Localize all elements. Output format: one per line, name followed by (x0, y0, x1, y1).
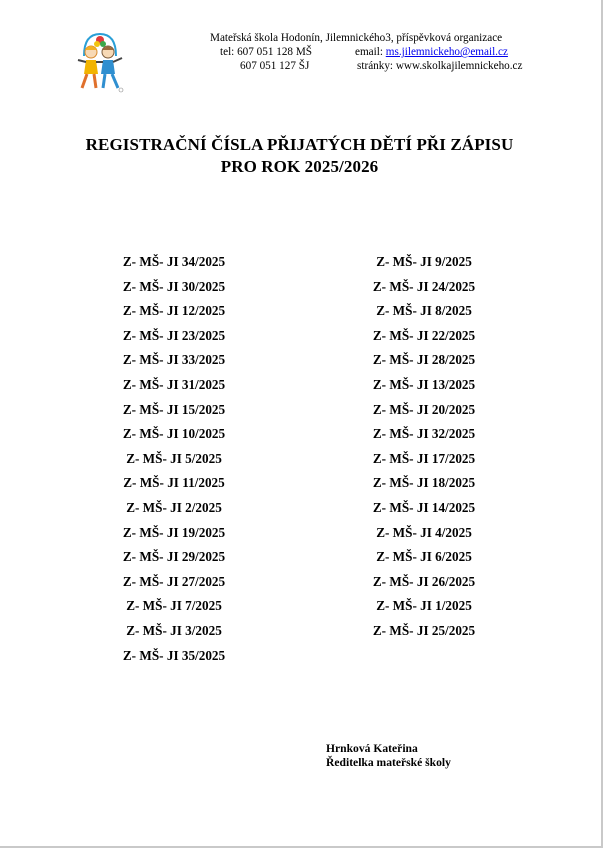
registration-codes-right-column (324, 253, 524, 647)
email-link[interactable]: ms.jilemnickeho@email.cz (385, 46, 508, 58)
registration-code: Z- MŠ- JI 11/2025 (123, 475, 225, 491)
phone-ms: tel: 607 051 128 MŠ (220, 46, 312, 58)
registration-code: Z- MŠ- JI 14/2025 (372, 499, 476, 515)
registration-code: Z- MŠ- JI 19/2025 (122, 524, 226, 540)
registration-code: Z- MŠ- JI 25/2025 (372, 622, 476, 638)
registration-code: Z- MŠ- JI 5/2025 (126, 450, 222, 466)
registration-code: Z- MŠ- JI 13/2025 (372, 376, 476, 392)
registration-code: Z- MŠ- JI 30/2025 (122, 278, 226, 294)
kindergarten-logo-children-icon (74, 30, 126, 96)
registration-code: Z- MŠ- JI 34/2025 (122, 254, 226, 269)
registration-code: Z- MŠ- JI 8/2025 (376, 303, 472, 319)
registration-code: Z- MŠ- JI 22/2025 (372, 327, 476, 343)
registration-code: Z- MŠ- JI 32/2025 (372, 426, 476, 442)
registration-code: Z- MŠ- JI 17/2025 (372, 450, 476, 466)
registration-code: Z- MŠ- JI 7/2025 (126, 598, 222, 614)
registration-code: Z- MŠ- JI 9/2025 (376, 254, 472, 269)
registration-code: Z- MŠ- JI 24/2025 (372, 278, 476, 294)
registration-code: Z- MŠ- JI 35/2025 (122, 647, 226, 663)
registration-code: Z- MŠ- JI 3/2025 (126, 622, 222, 638)
organization-name: Mateřská škola Hodonín, Jilemnického3, příspěvková organizace (210, 32, 503, 44)
document-title: REGISTRAČNÍ ČÍSLA PŘIJATÝCH DĚTÍ PŘI ZÁPISU (85, 135, 514, 154)
website-line: stránky: www.skolkajilemnickeho.cz (357, 60, 523, 72)
registration-code: Z- MŠ- JI 6/2025 (376, 549, 472, 565)
phone-sj: 607 051 127 ŠJ (240, 60, 310, 72)
email-line (355, 45, 508, 59)
registration-codes-left-column (74, 253, 274, 671)
registration-code: Z- MŠ- JI 1/2025 (376, 598, 472, 614)
signature-name: Hrnková Kateřina (326, 742, 418, 755)
registration-code: Z- MŠ- JI 26/2025 (372, 573, 476, 589)
signature-role: Ředitelka mateřské školy (326, 756, 451, 769)
registration-code: Z- MŠ- JI 18/2025 (372, 475, 476, 491)
registration-code: Z- MŠ- JI 4/2025 (376, 524, 472, 540)
registration-code: Z- MŠ- JI 10/2025 (122, 426, 226, 442)
registration-code: Z- MŠ- JI 15/2025 (122, 401, 226, 417)
registration-code: Z- MŠ- JI 29/2025 (122, 549, 226, 565)
registration-code: Z- MŠ- JI 27/2025 (122, 573, 226, 589)
registration-code: Z- MŠ- JI 20/2025 (372, 401, 476, 417)
registration-code: Z- MŠ- JI 2/2025 (126, 499, 222, 515)
registration-code: Z- MŠ- JI 31/2025 (122, 376, 226, 392)
registration-code: Z- MŠ- JI 23/2025 (122, 327, 226, 343)
registration-code: Z- MŠ- JI 28/2025 (372, 352, 476, 368)
registration-code: Z- MŠ- JI 33/2025 (122, 352, 226, 368)
registration-code: Z- MŠ- JI 12/2025 (122, 303, 226, 319)
document-subtitle: PRO ROK 2025/2026 (220, 157, 379, 176)
email-label: email: (355, 46, 383, 58)
